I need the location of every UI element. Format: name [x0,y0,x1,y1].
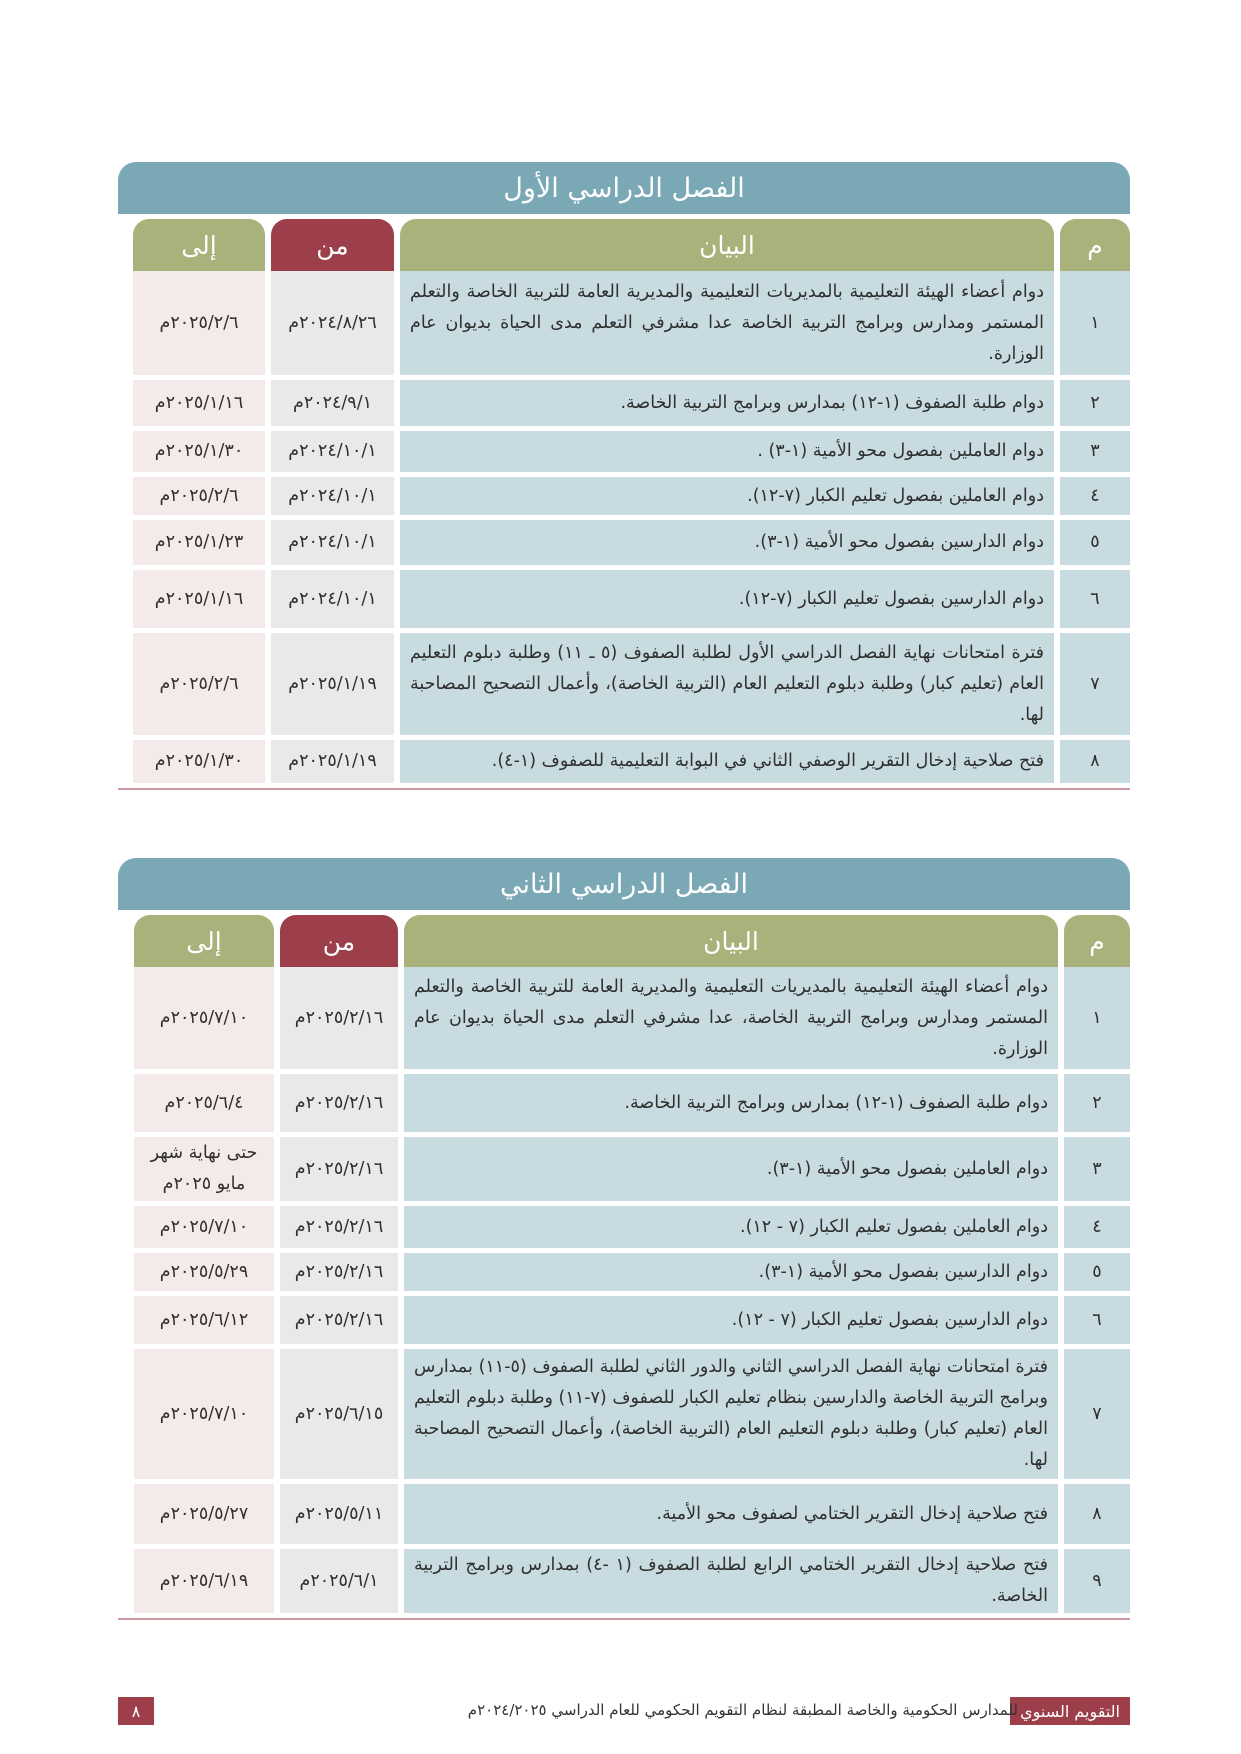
cell-num: ٤ [1064,1206,1130,1248]
cell-to: ٢٠٢٥/١/٣٠م [133,740,265,783]
semester-one-title: الفصل الدراسي الأول [118,162,1130,214]
cell-num: ٧ [1064,1349,1130,1479]
semester-one-section [118,162,1130,790]
cell-desc: دوام الدارسين بفصول تعليم الكبار (٧-١٢). [400,570,1054,628]
cell-from: ٢٠٢٥/٦/١٥م [280,1349,398,1479]
header-m: م [1060,219,1130,271]
cell-from: ٢٠٢٤/١٠/١م [271,431,394,472]
cell-to: ٢٠٢٥/٥/٢٩م [134,1253,274,1291]
cell-desc: دوام الدارسين بفصول تعليم الكبار (٧ - ١٢). [404,1296,1058,1344]
table-row [118,271,1130,380]
cell-to: ٢٠٢٥/١/١٦م [133,380,265,426]
cell-desc: دوام طلبة الصفوف (١-١٢) بمدارس وبرامج التربية الخاصة. [404,1074,1058,1132]
cell-num: ٥ [1060,520,1130,565]
header-from: من [280,915,398,967]
table-row [118,633,1130,740]
cell-to: ٢٠٢٥/٢/٦م [133,633,265,735]
cell-from: ٢٠٢٥/٢/١٦م [280,1074,398,1132]
page-number: ٨ [118,1697,154,1725]
table-row [118,431,1130,477]
cell-num: ٤ [1060,477,1130,515]
cell-from: ٢٠٢٤/١٠/١م [271,570,394,628]
cell-to: ٢٠٢٥/٥/٢٧م [134,1484,274,1544]
table-row [118,1296,1130,1349]
cell-num: ٦ [1064,1296,1130,1344]
table-row [118,967,1130,1074]
table-row [118,1484,1130,1549]
semester-one-header [118,219,1130,271]
semester-one-end-line [118,788,1130,790]
cell-num: ١ [1060,271,1130,375]
cell-desc: فتح صلاحية إدخال التقرير الختامي الرابع لطلبة الصفوف (١ -٤) بمدارس وبرامج التربية الخاصة. [404,1549,1058,1613]
cell-to: ٢٠٢٥/٢/٦م [133,271,265,375]
cell-num: ١ [1064,967,1130,1069]
cell-desc: فتح صلاحية إدخال التقرير الختامي لصفوف محو الأمية. [404,1484,1058,1544]
semester-two-rows [118,967,1130,1618]
table-row [118,1253,1130,1296]
cell-to: حتى نهاية شهر مايو ٢٠٢٥م [134,1137,274,1201]
cell-from: ٢٠٢٤/٩/١م [271,380,394,426]
cell-from: ٢٠٢٥/٦/١م [280,1549,398,1613]
cell-num: ٩ [1064,1549,1130,1613]
cell-to: ٢٠٢٥/١/٢٣م [133,520,265,565]
cell-from: ٢٠٢٥/٢/١٦م [280,1296,398,1344]
cell-from: ٢٠٢٤/١٠/١م [271,520,394,565]
cell-num: ٥ [1064,1253,1130,1291]
cell-desc: دوام العاملين بفصول تعليم الكبار (٧ - ١٢). [404,1206,1058,1248]
semester-two-header [118,915,1130,967]
cell-to: ٢٠٢٥/٦/١٢م [134,1296,274,1344]
table-row [118,380,1130,431]
cell-to: ٢٠٢٥/٧/١٠م [134,1349,274,1479]
cell-num: ٢ [1064,1074,1130,1132]
semester-one-rows [118,271,1130,788]
cell-from: ٢٠٢٥/١/١٩م [271,740,394,783]
cell-from: ٢٠٢٥/٢/١٦م [280,967,398,1069]
header-from: من [271,219,394,271]
footer-tag: التقويم السنوي [1010,1697,1130,1725]
cell-to: ٢٠٢٥/٦/١٩م [134,1549,274,1613]
cell-desc: دوام طلبة الصفوف (١-١٢) بمدارس وبرامج التربية الخاصة. [400,380,1054,426]
table-row [118,477,1130,520]
table-row [118,1206,1130,1253]
cell-desc: دوام العاملين بفصول محو الأمية (١-٣) . [400,431,1054,472]
cell-num: ٣ [1064,1137,1130,1201]
table-row [118,520,1130,570]
cell-desc: فتح صلاحية إدخال التقرير الوصفي الثاني في البوابة التعليمية للصفوف (١-٤). [400,740,1054,783]
cell-from: ٢٠٢٤/٨/٢٦م [271,271,394,375]
footer-text: للمدارس الحكومية والخاصة المطبقة لنظام التقويم الحكومي للعام الدراسي ٢٠٢٤/٢٠٢٥م [467,1701,1018,1719]
cell-to: ٢٠٢٥/٧/١٠م [134,1206,274,1248]
cell-num: ٨ [1060,740,1130,783]
semester-two-title: الفصل الدراسي الثاني [118,858,1130,910]
cell-from: ٢٠٢٥/٢/١٦م [280,1137,398,1201]
header-m: م [1064,915,1130,967]
cell-from: ٢٠٢٥/٢/١٦م [280,1253,398,1291]
cell-num: ٣ [1060,431,1130,472]
table-row [118,740,1130,788]
cell-desc: دوام أعضاء الهيئة التعليمية بالمديريات التعليمية والمديرية العامة للتربية الخاصة والتعلم المستمر ومدارس وبرامج التربية الخاصة عدا مشرفي التعلم مدى الحياة بديوان عام الوزارة. [400,271,1054,375]
header-bayan: البيان [404,915,1058,967]
cell-from: ٢٠٢٤/١٠/١م [271,477,394,515]
cell-from: ٢٠٢٥/٢/١٦م [280,1206,398,1248]
cell-from: ٢٠٢٥/١/١٩م [271,633,394,735]
header-bayan: البيان [400,219,1054,271]
table-row [118,1074,1130,1137]
cell-desc: دوام العاملين بفصول تعليم الكبار (٧-١٢). [400,477,1054,515]
cell-desc: دوام أعضاء الهيئة التعليمية بالمديريات التعليمية والمديرية العامة للتربية الخاصة والتعلم المستمر ومدارس وبرامج التربية الخاصة، عدا مشرفي التعلم مدى الحياة بديوان عام الوزارة. [404,967,1058,1069]
table-row [118,1137,1130,1206]
cell-num: ٧ [1060,633,1130,735]
cell-to: ٢٠٢٥/١/٣٠م [133,431,265,472]
cell-to: ٢٠٢٥/٧/١٠م [134,967,274,1069]
header-to: إلى [134,915,274,967]
cell-num: ٨ [1064,1484,1130,1544]
page-footer [118,1695,1130,1727]
cell-desc: فترة امتحانات نهاية الفصل الدراسي الأول لطلبة الصفوف (٥ ـ ١١) وطلبة دبلوم التعليم العام (تعليم كبار) وطلبة دبلوم التعليم العام (التربية الخاصة)، وأعمال التصحيح المصاحبة لها. [400,633,1054,735]
table-row [118,1549,1130,1618]
cell-desc: دوام الدارسين بفصول محو الأمية (١-٣). [404,1253,1058,1291]
cell-to: ٢٠٢٥/١/١٦م [133,570,265,628]
cell-to: ٢٠٢٥/٢/٦م [133,477,265,515]
header-to: إلى [133,219,265,271]
cell-desc: دوام العاملين بفصول محو الأمية (١-٣). [404,1137,1058,1201]
semester-two-section [118,858,1130,1620]
cell-to: ٢٠٢٥/٦/٤م [134,1074,274,1132]
cell-from: ٢٠٢٥/٥/١١م [280,1484,398,1544]
table-row [118,570,1130,633]
table-row [118,1349,1130,1484]
cell-desc: فترة امتحانات نهاية الفصل الدراسي الثاني والدور الثاني لطلبة الصفوف (٥-١١) بمدارس وبرامج التربية الخاصة والدارسين بنظام تعليم الكبار للصفوف (٧-١١) وطلبة دبلوم التعليم العام (تعليم كبار) وطلبة دبلوم التعليم العام (التربية الخاصة)، وأعمال التصحيح المصاحبة لها. [404,1349,1058,1479]
semester-two-end-line [118,1618,1130,1620]
cell-desc: دوام الدارسين بفصول محو الأمية (١-٣). [400,520,1054,565]
cell-num: ٢ [1060,380,1130,426]
cell-num: ٦ [1060,570,1130,628]
